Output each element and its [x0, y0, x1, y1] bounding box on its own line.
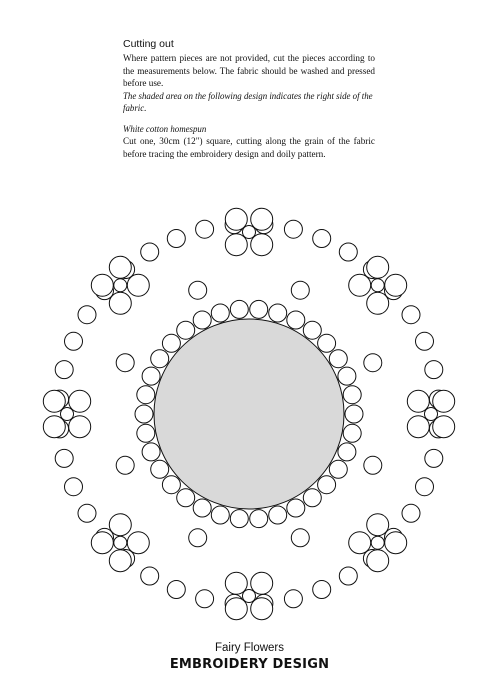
- inner-ring-circle: [211, 506, 229, 524]
- flower-centre-circle: [371, 536, 384, 549]
- flower-petal-circle: [367, 550, 389, 572]
- inner-ring-circle: [135, 405, 153, 423]
- inner-ring-circle: [211, 304, 229, 322]
- inner-ring-circle: [151, 460, 169, 478]
- flower-petal-circle: [367, 514, 389, 536]
- outer-ring-circle: [55, 361, 73, 379]
- flower-petal-circle: [225, 234, 247, 256]
- inner-ring-circle: [142, 443, 160, 461]
- inner-ring-circle: [162, 334, 180, 352]
- flower-petal-circle: [407, 390, 429, 412]
- scatter-circle: [116, 354, 134, 372]
- inner-ring-circle: [329, 350, 347, 368]
- outer-ring-circle: [425, 361, 443, 379]
- inner-ring-circle: [137, 386, 155, 404]
- flower-petal-circle: [433, 416, 455, 438]
- outer-ring-circle: [65, 332, 83, 350]
- outer-ring-circle: [55, 449, 73, 467]
- scatter-circle: [116, 456, 134, 474]
- flower-centre-circle: [61, 408, 74, 421]
- inner-ring-circle: [303, 321, 321, 339]
- scatter-circle: [189, 281, 207, 299]
- flower-petal-circle: [367, 256, 389, 278]
- inner-ring-circle: [329, 460, 347, 478]
- inner-ring-circle: [250, 510, 268, 528]
- flower-petal-circle: [127, 532, 149, 554]
- inner-ring-circle: [177, 321, 195, 339]
- flower-petal-circle: [109, 550, 131, 572]
- flower-petal-circle: [43, 390, 65, 412]
- inner-ring-circle: [230, 510, 248, 528]
- shaded-center-disc: [154, 319, 344, 509]
- inner-ring-circle: [177, 489, 195, 507]
- flower-petal-circle: [433, 390, 455, 412]
- inner-ring-circle: [343, 386, 361, 404]
- outer-ring-circle: [196, 590, 214, 608]
- outer-ring-circle: [402, 504, 420, 522]
- inner-ring-circle: [193, 311, 211, 329]
- flower-petal-circle: [385, 532, 407, 554]
- outer-ring-circle: [284, 590, 302, 608]
- flower-petal-circle: [69, 416, 91, 438]
- flower-petal-circle: [251, 572, 273, 594]
- inner-ring-circle: [318, 334, 336, 352]
- flower-petal-circle: [69, 390, 91, 412]
- flower-petal-circle: [127, 274, 149, 296]
- outer-ring-circle: [65, 478, 83, 496]
- scatter-circle: [364, 456, 382, 474]
- flower-petal-circle: [91, 274, 113, 296]
- flower-petal-circle: [109, 292, 131, 314]
- cutting-body: Where pattern pieces are not provided, cut the pieces according to the measurements below. The fabric should be washed and pressed before use.: [123, 53, 375, 89]
- flower-petal-circle: [91, 532, 113, 554]
- inner-ring-circle: [142, 367, 160, 385]
- fabric-instructions: Cut one, 30cm (12") square, cutting along the grain of the fabric before tracing the embroidery design and doily pattern.: [123, 135, 375, 159]
- outer-ring-circle: [78, 306, 96, 324]
- outer-ring-circle: [141, 243, 159, 261]
- flower-centre-circle: [114, 279, 127, 292]
- fabric-name: White cotton homespun: [123, 123, 207, 134]
- inner-ring-circle: [250, 300, 268, 318]
- scatter-circle: [291, 529, 309, 547]
- inner-ring-circle: [193, 499, 211, 517]
- inner-ring-circle: [287, 311, 305, 329]
- flower-petal-circle: [251, 234, 273, 256]
- inner-ring-circle: [338, 367, 356, 385]
- outer-ring-circle: [313, 230, 331, 248]
- outer-ring-circle: [339, 567, 357, 585]
- outer-ring-circle: [284, 220, 302, 238]
- inner-ring-circle: [269, 304, 287, 322]
- outer-ring-circle: [167, 581, 185, 599]
- outer-ring-circle: [425, 449, 443, 467]
- inner-ring-circle: [287, 499, 305, 517]
- flower-petal-circle: [251, 208, 273, 230]
- inner-ring-circle: [269, 506, 287, 524]
- flower-petal-circle: [349, 274, 371, 296]
- outer-ring-circle: [196, 220, 214, 238]
- outer-ring-circle: [141, 567, 159, 585]
- flower-petal-circle: [385, 274, 407, 296]
- inner-ring-circle: [343, 424, 361, 442]
- flower-petal-circle: [349, 532, 371, 554]
- outer-ring-circle: [78, 504, 96, 522]
- shaded-area-note: The shaded area on the following design indicates the right side of the fabric.: [123, 90, 373, 114]
- inner-ring-circle: [338, 443, 356, 461]
- flower-petal-circle: [251, 598, 273, 620]
- inner-ring-circle: [318, 476, 336, 494]
- inner-ring-circle: [303, 489, 321, 507]
- flower-petal-circle: [109, 256, 131, 278]
- outer-ring-circle: [402, 306, 420, 324]
- flower-petal-circle: [407, 416, 429, 438]
- outer-ring-circle: [339, 243, 357, 261]
- outer-ring-circle: [416, 332, 434, 350]
- scatter-circle: [364, 354, 382, 372]
- flower-petal-circle: [225, 598, 247, 620]
- flower-centre-circle: [371, 279, 384, 292]
- design-title: EMBROIDERY DESIGN: [169, 657, 330, 672]
- inner-ring-circle: [230, 300, 248, 318]
- scatter-circle: [189, 529, 207, 547]
- scatter-circle: [291, 281, 309, 299]
- inner-ring-circle: [151, 350, 169, 368]
- outer-ring-circle: [416, 478, 434, 496]
- outer-ring-circle: [313, 581, 331, 599]
- flower-centre-circle: [243, 226, 256, 239]
- flower-petal-circle: [109, 514, 131, 536]
- cutting-heading: Cutting out: [123, 38, 174, 50]
- flower-petal-circle: [225, 572, 247, 594]
- flower-petal-circle: [43, 416, 65, 438]
- flower-petal-circle: [367, 292, 389, 314]
- flower-centre-circle: [243, 590, 256, 603]
- flower-centre-circle: [425, 408, 438, 421]
- design-subtitle: Fairy Flowers: [214, 642, 284, 654]
- flower-centre-circle: [114, 536, 127, 549]
- inner-ring-circle: [137, 424, 155, 442]
- outer-ring-circle: [167, 230, 185, 248]
- inner-ring-circle: [162, 476, 180, 494]
- flower-petal-circle: [225, 208, 247, 230]
- inner-ring-circle: [345, 405, 363, 423]
